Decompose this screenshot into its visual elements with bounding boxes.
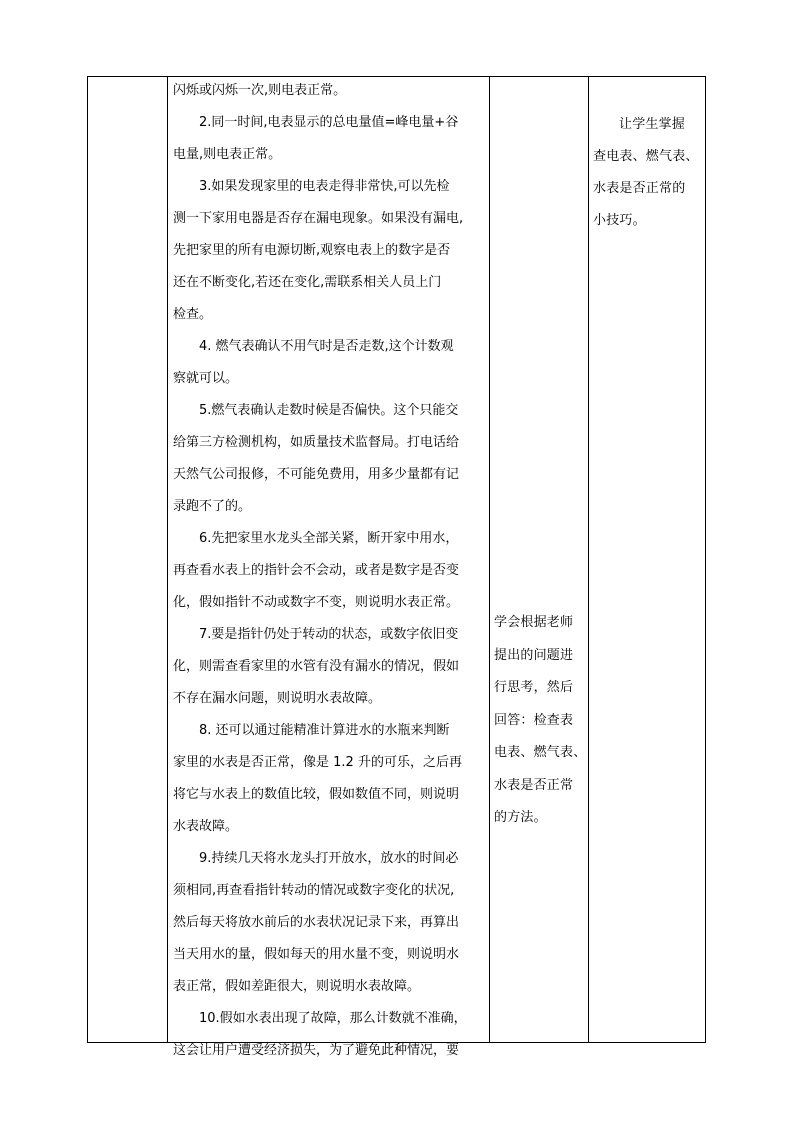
content-line: 先把家里的所有电源切断,观察电表上的数字是否 xyxy=(173,243,451,258)
content-line: 10.假如水表出现了故障，那么计数就不准确， xyxy=(199,1011,467,1026)
teaching-content-cell xyxy=(173,75,491,1067)
content-line: 再查看水表上的指针会不会动，或者是数字是否变 xyxy=(173,563,460,578)
activity-line: 水表是否正常 xyxy=(494,777,574,793)
content-line: 测一下家用电器是否存在漏电现象。如果没有漏电, xyxy=(173,211,464,226)
activity-line: 回答：检查表 xyxy=(494,712,574,728)
content-line: 然后每天将放水前后的水表状况记录下来，再算出 xyxy=(173,915,460,930)
column-divider xyxy=(588,77,589,1042)
content-line: 天然气公司报修，不可能免费用，用多少量都有记 xyxy=(173,467,460,482)
content-line: 表正常，假如差距很大，则说明水表故障。 xyxy=(173,979,421,994)
content-line: 5.燃气表确认走数时候是否偏快。这个只能交 xyxy=(199,403,459,418)
column-divider xyxy=(167,77,168,1042)
content-line: 3.如果发现家里的电表走得非常快,可以先检 xyxy=(199,179,450,194)
content-line: 化，则需查看家里的水管有没有漏水的情况，假如 xyxy=(173,659,460,674)
content-line: 2.同一时间,电表显示的总电量值=峰电量+谷 xyxy=(199,115,459,130)
content-line: 6.先把家里水龙头全部关紧，断开家中用水， xyxy=(199,531,459,546)
activity-line: 电表、燃气表、 xyxy=(494,745,587,760)
lesson-table xyxy=(87,76,706,1058)
content-line: 这会让用户遭受经济损失，为了避免此种情况，要 xyxy=(173,1043,460,1058)
content-line: 检查。 xyxy=(173,307,213,322)
student-activity-cell xyxy=(494,607,586,835)
content-line: 不存在漏水问题，则说明水表故障。 xyxy=(173,691,382,706)
content-line: 水表故障。 xyxy=(173,819,239,834)
content-line: 闪烁或闪烁一次,则电表正常。 xyxy=(173,83,347,98)
content-line: 4. 燃气表确认不用气时是否走数,这个计数观 xyxy=(199,339,454,354)
content-line: 家里的水表是否正常，像是 1.2 升的可乐，之后再 xyxy=(173,755,462,770)
content-line: 录跑不了的。 xyxy=(173,499,252,514)
content-line: 当天用水的量，假如每天的用水量不变，则说明水 xyxy=(173,947,460,962)
intent-line: 让学生掌握 xyxy=(619,117,686,132)
intent-line: 小技巧。 xyxy=(593,213,646,228)
content-line: 察就可以。 xyxy=(173,371,239,386)
activity-line: 的方法。 xyxy=(494,810,547,825)
content-line: 9.持续几天将水龙头打开放水，放水的时间必 xyxy=(199,851,459,866)
intent-line: 查电表、燃气表、 xyxy=(593,149,699,164)
content-line: 还在不断变化,若还在变化,需联系相关人员上门 xyxy=(173,275,442,290)
activity-line: 学会根据老师 xyxy=(494,615,574,630)
design-intent-cell xyxy=(593,109,705,237)
content-line: 须相同,再查看指针转动的情况或数字变化的状况, xyxy=(173,883,455,898)
content-line: 给第三方检测机构，如质量技术监督局。打电话给 xyxy=(173,435,460,450)
content-line: 将它与水表上的数值比较，假如数值不同，则说明 xyxy=(173,787,460,802)
content-line: 7.要是指针仍处于转动的状态，或数字依旧变 xyxy=(199,627,459,642)
content-line: 8. 还可以通过能精准计算进水的水瓶来判断 xyxy=(199,723,450,738)
intent-line: 水表是否正常的 xyxy=(593,181,686,196)
content-line: 电量,则电表正常。 xyxy=(173,147,282,162)
activity-line: 行思考，然后 xyxy=(494,680,574,695)
activity-line: 提出的问题进 xyxy=(494,647,574,663)
content-line: 化，假如指针不动或数字不变，则说明水表正常。 xyxy=(173,595,460,610)
